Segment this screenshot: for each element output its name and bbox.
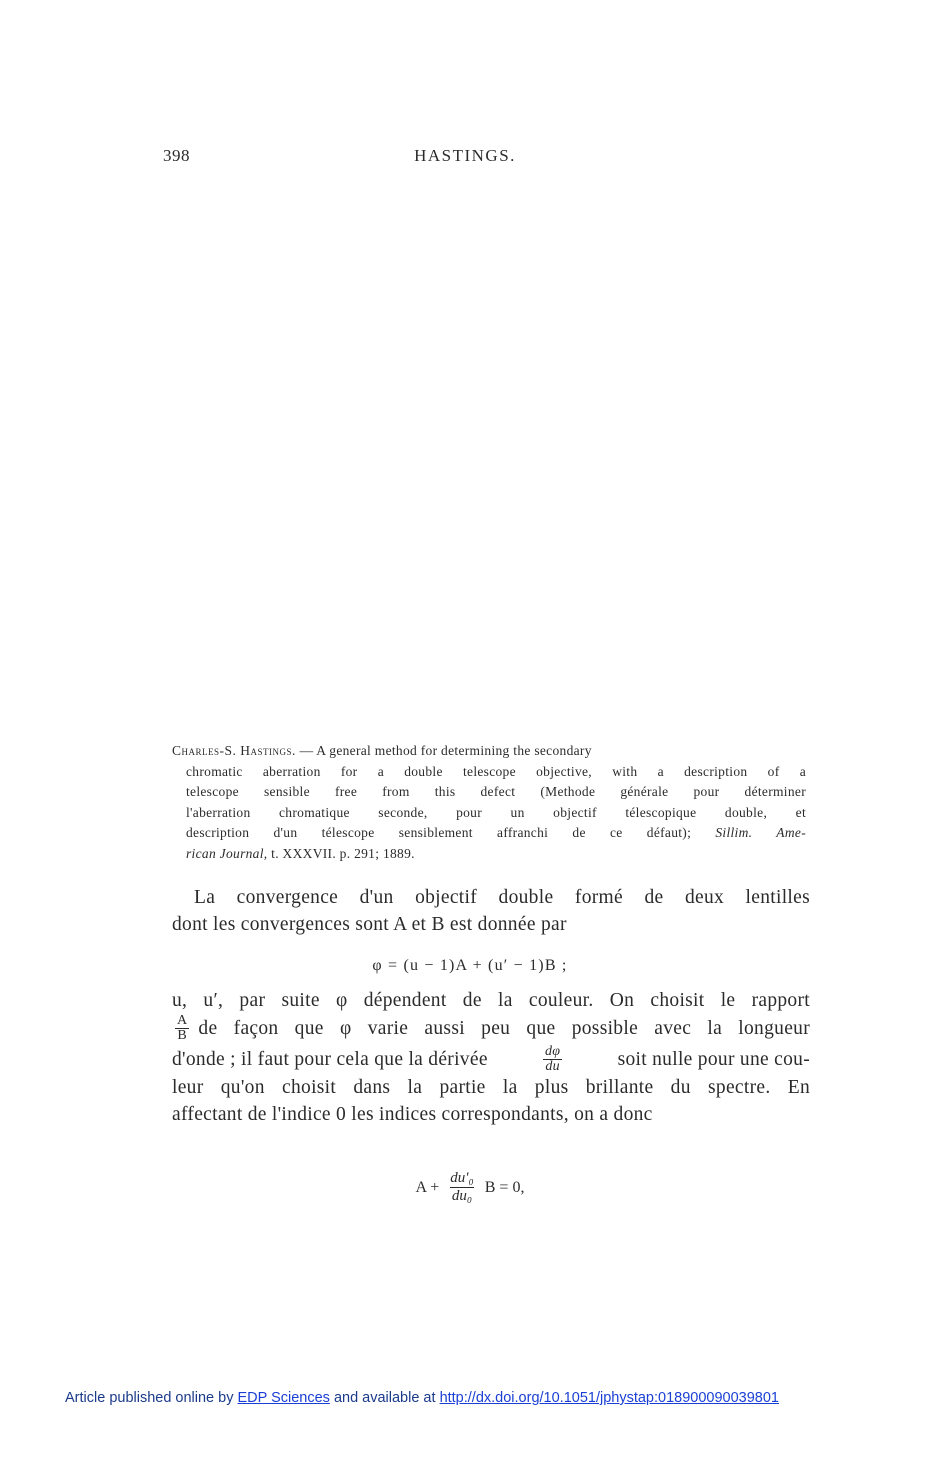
paragraph-2-line-1: u, u′, par suite φ dépendent de la couleur. On choisit le rapport (172, 990, 810, 1011)
fraction-du0-numerator: du′₀ (450, 1170, 474, 1186)
citation-french-title-end: description d'un télescope sensiblement affranchi de ce défaut); (186, 825, 692, 840)
paragraph-2-line-3-end: soit nulle pour une cou- (617, 1049, 810, 1070)
equation-2-lhs: A + (415, 1178, 440, 1196)
equation-derivative-condition (320, 1170, 620, 1205)
citation-line-3: telescope sensible free from this defect (Methode générale pour déterminer (186, 784, 806, 799)
paragraph-2-line-5: affectant de l'indice 0 les indices correspondants, on a donc (172, 1104, 653, 1125)
paragraph-1-line-2: dont les convergences sont A et B est donnée par (172, 914, 567, 935)
footer-prefix: Article published online by (65, 1390, 238, 1406)
citation-block (172, 741, 806, 864)
citation-line-5 (172, 823, 806, 844)
citation-title-start: — A general method for determining the secondary (295, 743, 592, 758)
fraction-a-over-b-denominator: B (177, 1028, 188, 1043)
fraction-dphi-over-du (543, 1045, 562, 1074)
doi-link[interactable]: http://dx.doi.org/10.1051/jphystap:018900090039801 (439, 1390, 779, 1406)
edp-sciences-link[interactable]: EDP Sciences (237, 1390, 330, 1406)
publication-footer (65, 1390, 779, 1406)
citation-volume-year: t. XXXVII. p. 291; 1889. (271, 845, 415, 861)
paragraph-1-line-1: La convergence d'un objectif double formé de deux lentilles (194, 887, 810, 908)
fraction-dphi-numerator: dφ (545, 1044, 561, 1059)
fraction-du0-denominator: du₀ (451, 1188, 473, 1204)
citation-line-1 (172, 741, 806, 762)
paragraph-1 (172, 884, 810, 938)
paragraph-2-line-3 (172, 1045, 810, 1074)
paragraph-2-line-4: leur qu'on choisit dans la partie la plus brillante du spectre. En (172, 1077, 810, 1098)
paragraph-2 (172, 987, 810, 1128)
running-head: HASTINGS. (414, 146, 516, 165)
page-number: 398 (163, 146, 190, 165)
citation-journal-end: rican Journal, (186, 845, 268, 861)
citation-line-4: l'aberration chromatique seconde, pour un objectif télescopique double, et (186, 804, 806, 820)
equation-convergence: φ = (u − 1)A + (u′ − 1)B ; (372, 957, 568, 974)
fraction-a-over-b (175, 1014, 189, 1043)
footer-middle: and available at (329, 1390, 440, 1406)
paragraph-2-line-2 (172, 1014, 810, 1043)
citation-journal-start: Sillim. Ame- (715, 825, 806, 840)
fraction-du0-prime-over-du0 (448, 1170, 476, 1205)
citation-line-2: chromatic aberration for a double telescope objective, with a description of a (186, 763, 806, 779)
paragraph-2-line-2-text: de façon que φ varie aussi peu que possible avec la longueur (198, 1018, 810, 1039)
fraction-dphi-denominator: du (545, 1059, 560, 1074)
citation-author: Charles-S. Hastings. (172, 743, 296, 758)
paragraph-2-line-3-start: d'onde ; il faut pour cela que la dérivée (172, 1049, 488, 1070)
equation-2-rhs: B = 0, (484, 1178, 525, 1196)
fraction-a-over-b-numerator: A (177, 1013, 188, 1028)
citation-line-6 (172, 844, 806, 865)
